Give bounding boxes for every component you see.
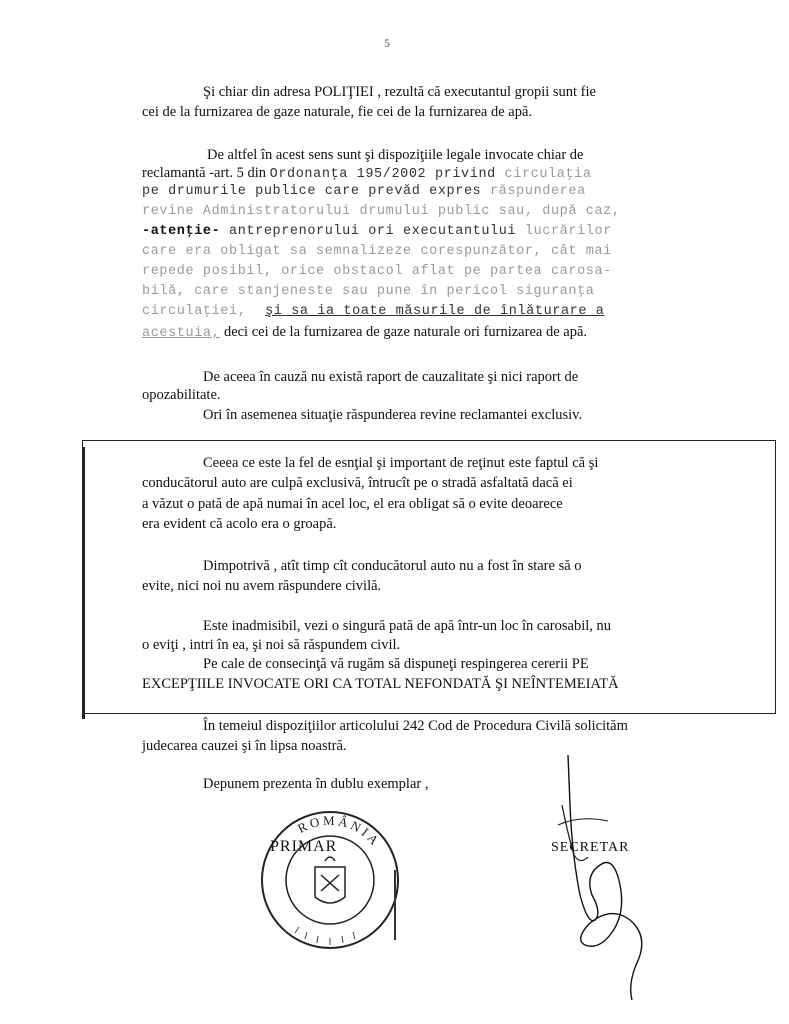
para2-line10 xyxy=(142,324,587,342)
handwritten-signature xyxy=(540,745,700,1005)
para2-line2 xyxy=(142,165,592,183)
boxed-p3-line1: Este inadmisibil, vezi o singură pată de apă într-un loc în carosabil, nu xyxy=(203,618,612,634)
secretary-label: SECRETAR xyxy=(551,840,630,855)
boxed-section-margin-bar xyxy=(82,447,85,719)
para3-line3: Ori în asemenea situaţie răspunderea revine reclamantei exclusiv. xyxy=(203,407,583,423)
para2-line4 xyxy=(142,204,621,220)
boxed-p3-line4: EXCEPŢIILE INVOCATE ORI CA TOTAL NEFONDATĂ ŞI NEÎNTEMEIATĂ xyxy=(142,676,619,692)
para2-text: reclamantă -art. 5 din xyxy=(142,165,270,181)
para2-line1: De altfel în acest sens sunt şi dispoziţiile legale invocate chiar de xyxy=(207,147,584,163)
page-number: 5 xyxy=(384,36,390,50)
para2-text: şi sa ia toate măsurile de înlăturare a xyxy=(265,304,605,319)
para2-line8: bilă, care stanjeneste sau pune în pericol siguranţa xyxy=(142,284,595,299)
coat-of-arms-icon xyxy=(315,857,345,903)
para2-text: lucrărilor xyxy=(516,224,612,239)
boxed-p3-line2: o eviţi , intri în ea, şi noi să răspundem civil. xyxy=(142,637,401,653)
para1-line1: Şi chiar din adresa POLIŢIEI , rezultă că executantul gropii sunt fie xyxy=(203,84,596,100)
para2-line9 xyxy=(142,304,604,320)
para2-text: sau, după caz, xyxy=(490,204,621,219)
boxed-p2-line2: evite, nici noi nu avem răspundere civilă. xyxy=(142,578,382,594)
para2-text: deci cei de la furnizarea de gaze naturale ori furnizarea de apă. xyxy=(220,324,588,340)
para3-line1: De aceea în cauză nu există raport de cauzalitate şi nici raport de xyxy=(203,369,579,385)
para2-text: -atenţie- xyxy=(142,224,221,239)
boxed-p1-line1: Ceeea ce este la fel de esnţial şi important de reţinut este faptul că şi xyxy=(203,455,599,471)
para2-text: acestuia, xyxy=(142,326,221,341)
para1-line2: cei de la furnizarea de gaze naturale, fie cei de la furnizarea de apă. xyxy=(142,104,533,120)
para2-text: circulaţia xyxy=(495,167,592,182)
boxed-p1-line3: a văzut o pată de apă numai în acel loc, el era obligat să o evite deoarece xyxy=(142,496,563,512)
scan-mark xyxy=(394,870,396,940)
para2-text: pe drumurile publice care prevăd expres xyxy=(142,184,482,199)
para2-line6: care era obligat sa semnalizeze corespunzător, cât mai xyxy=(142,244,612,259)
para2-text: antreprenorului ori executantului xyxy=(220,224,517,239)
boxed-p3-line3: Pe cale de consecinţă vă rugăm să dispuneţi respingerea cererii PE xyxy=(203,656,589,672)
para2-line5 xyxy=(142,224,612,240)
para2-text: răspunderea xyxy=(481,184,586,199)
para2-text: revine Administratorului drumului public xyxy=(142,204,491,219)
boxed-p1-line2: conducătorul auto are culpă exclusivă, întrucît pe o stradă asfaltată dacă ei xyxy=(142,475,573,491)
para2-line3 xyxy=(142,184,586,200)
boxed-p1-line4: era evident că acolo era o groapă. xyxy=(142,516,337,532)
para2-text: circulaţiei, xyxy=(142,304,247,319)
round-stamp xyxy=(255,805,405,955)
para2-line7: repede posibil, orice obstacol aflat pe partea carosa- xyxy=(142,264,612,279)
stamp-ring-text: ROMÂNIA xyxy=(295,812,384,850)
para5-line: Depunem prezenta în dublu exemplar , xyxy=(203,776,429,792)
para2-text: Ordonanţa 195/2002 privind xyxy=(269,167,496,182)
para3-line2: opozabilitate. xyxy=(142,387,221,403)
boxed-p2-line1: Dimpotrivă , atît timp cît conducătorul auto nu a fost în stare să o xyxy=(203,558,582,574)
para4-line2: judecarea cauzei şi în lipsa noastră. xyxy=(142,738,347,754)
para4-line1: În temeiul dispoziţiilor articolului 242 Cod de Procedura Civilă solicităm xyxy=(203,718,628,734)
stamp-primar-label: PRIMAR xyxy=(270,838,338,855)
